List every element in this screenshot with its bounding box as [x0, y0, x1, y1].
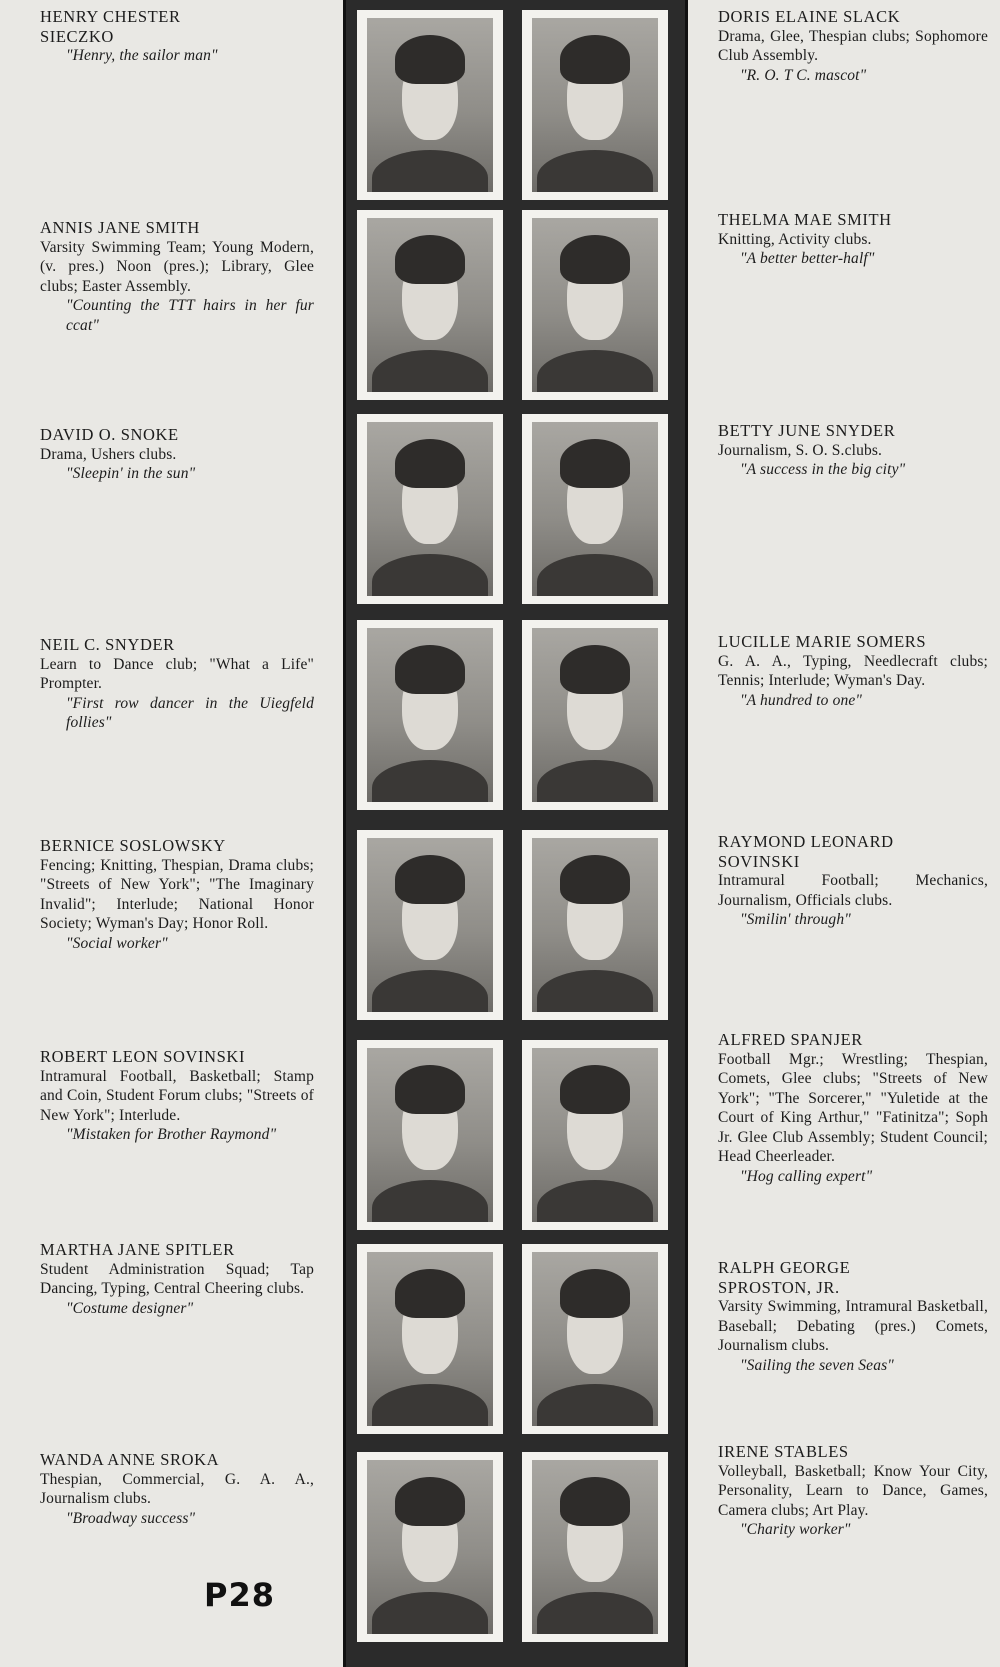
student-entry	[40, 635, 314, 733]
student-entry	[718, 1258, 988, 1375]
student-name-continued: SOVINSKI	[718, 851, 800, 871]
student-entry	[718, 210, 988, 269]
student-entry	[40, 425, 314, 484]
student-quote: "Broadway success"	[66, 1509, 196, 1527]
student-entry	[718, 7, 988, 85]
photo-strip	[343, 0, 688, 1667]
student-activities: G. A. A., Typing, Needlecraft clubs; Tennis; Interlude; Wyman's Day.	[718, 652, 988, 689]
student-name: MARTHA JANE SPITLER	[40, 1240, 235, 1259]
student-activities: Thespian, Commercial, G. A. A., Journalism clubs.	[40, 1470, 314, 1507]
student-portrait	[522, 620, 668, 810]
student-portrait	[522, 210, 668, 400]
student-quote: "Mistaken for Brother Raymond"	[66, 1126, 277, 1143]
student-entry	[718, 632, 988, 710]
student-quote: "Smilin' through"	[740, 911, 851, 928]
student-activities: Intramural Football, Basketball; Stamp and Coin, Student Forum clubs; "Streets of New York"; Interlude.	[40, 1067, 314, 1124]
student-name-continued: SPROSTON, JR.	[718, 1277, 840, 1297]
student-name: RAYMOND LEONARD	[718, 832, 894, 851]
student-name: LUCILLE MARIE SOMERS	[718, 632, 927, 651]
student-quote: "Hog calling expert"	[740, 1167, 873, 1185]
student-activities: Fencing; Knitting, Thespian, Drama clubs; "Streets of New York"; "The Imaginary Invalid"; Interlude; National Honor Society; Wyman's Day; Honor Roll.	[40, 856, 314, 932]
student-portrait	[522, 1452, 668, 1642]
student-name: BETTY JUNE SNYDER	[718, 421, 896, 440]
student-entry	[40, 7, 314, 66]
student-entry	[718, 1442, 988, 1540]
student-name: WANDA ANNE SROKA	[40, 1450, 220, 1469]
student-activities: Varsity Swimming Team; Young Modern, (v. pres.) Noon (pres.); Library, Glee clubs; Easter Assembly.	[40, 238, 314, 295]
student-portrait	[357, 210, 503, 400]
student-quote: "A success in the big city"	[740, 461, 906, 478]
student-portrait	[522, 830, 668, 1020]
student-name: BERNICE SOSLOWSKY	[40, 836, 226, 855]
student-activities: Knitting, Activity clubs.	[718, 230, 872, 248]
student-name: DORIS ELAINE SLACK	[718, 7, 901, 26]
student-portrait	[522, 1244, 668, 1434]
student-entry	[718, 832, 988, 930]
student-name: RALPH GEORGE	[718, 1258, 851, 1277]
student-entry	[40, 1240, 314, 1318]
student-portrait	[357, 830, 503, 1020]
student-quote: "R. O. T C. mascot"	[740, 66, 867, 84]
student-portrait	[357, 1452, 503, 1642]
student-name: ANNIS JANE SMITH	[40, 218, 200, 237]
student-portrait	[357, 1040, 503, 1230]
student-activities: Learn to Dance club; "What a Life" Prompter.	[40, 655, 314, 692]
student-activities: Drama, Ushers clubs.	[40, 445, 177, 463]
student-entry	[718, 421, 988, 480]
student-portrait	[357, 10, 503, 200]
student-name: DAVID O. SNOKE	[40, 425, 179, 444]
student-quote: "Social worker"	[66, 934, 168, 952]
student-activities: Volleyball, Basketball; Know Your City, Personality, Learn to Dance, Games, Camera clubs; Art Play.	[718, 1462, 988, 1519]
student-entry	[40, 1450, 314, 1528]
student-quote: "Costume designer"	[66, 1299, 194, 1317]
student-activities: Football Mgr.; Wrestling; Thespian, Comets, Glee clubs; "Streets of New York"; "The Sorcerer," "Yuletide at the Court of King Arthur," "Fatinitza"; Soph Jr. Glee Club Assembly; Student Council; Head Cheerleader.	[718, 1050, 988, 1165]
student-quote: "A better better-half"	[740, 250, 875, 267]
student-name: HENRY CHESTER	[40, 7, 181, 26]
student-activities: Varsity Swimming, Intramural Basketball, Baseball; Debating (pres.) Comets, Journalism clubs.	[718, 1298, 988, 1354]
student-portrait	[522, 1040, 668, 1230]
student-entry	[40, 218, 314, 335]
student-activities: Intramural Football; Mechanics, Journalism, Officials clubs.	[718, 872, 988, 909]
student-entry	[718, 1030, 988, 1186]
student-quote: "Sailing the seven Seas"	[740, 1356, 894, 1374]
student-name: NEIL C. SNYDER	[40, 635, 175, 654]
student-quote: "A hundred to one"	[740, 691, 863, 709]
student-activities: Drama, Glee, Thespian clubs; Sophomore Club Assembly.	[718, 27, 988, 64]
student-quote: "First row dancer in the Uiegfeld follies"	[66, 694, 314, 731]
student-portrait	[357, 620, 503, 810]
student-name-continued: SIECZKO	[40, 26, 114, 46]
student-entry	[40, 836, 314, 953]
student-quote: "Sleepin' in the sun"	[66, 465, 196, 482]
student-quote: "Henry, the sailor man"	[66, 47, 218, 64]
student-portrait	[357, 414, 503, 604]
student-activities: Journalism, S. O. S.clubs.	[718, 441, 883, 459]
student-activities: Student Administration Squad; Tap Dancing, Typing, Central Cheering clubs.	[40, 1260, 314, 1297]
student-portrait	[357, 1244, 503, 1434]
student-portrait	[522, 10, 668, 200]
student-name: THELMA MAE SMITH	[718, 210, 892, 229]
student-name: ROBERT LEON SOVINSKI	[40, 1047, 246, 1066]
student-quote: "Counting the TTT hairs in her fur ccat"	[66, 297, 314, 334]
student-name: ALFRED SPANJER	[718, 1030, 863, 1049]
student-name: IRENE STABLES	[718, 1442, 849, 1461]
page-number: P28	[204, 1576, 275, 1614]
student-quote: "Charity worker"	[740, 1521, 851, 1538]
student-entry	[40, 1047, 314, 1145]
student-portrait	[522, 414, 668, 604]
